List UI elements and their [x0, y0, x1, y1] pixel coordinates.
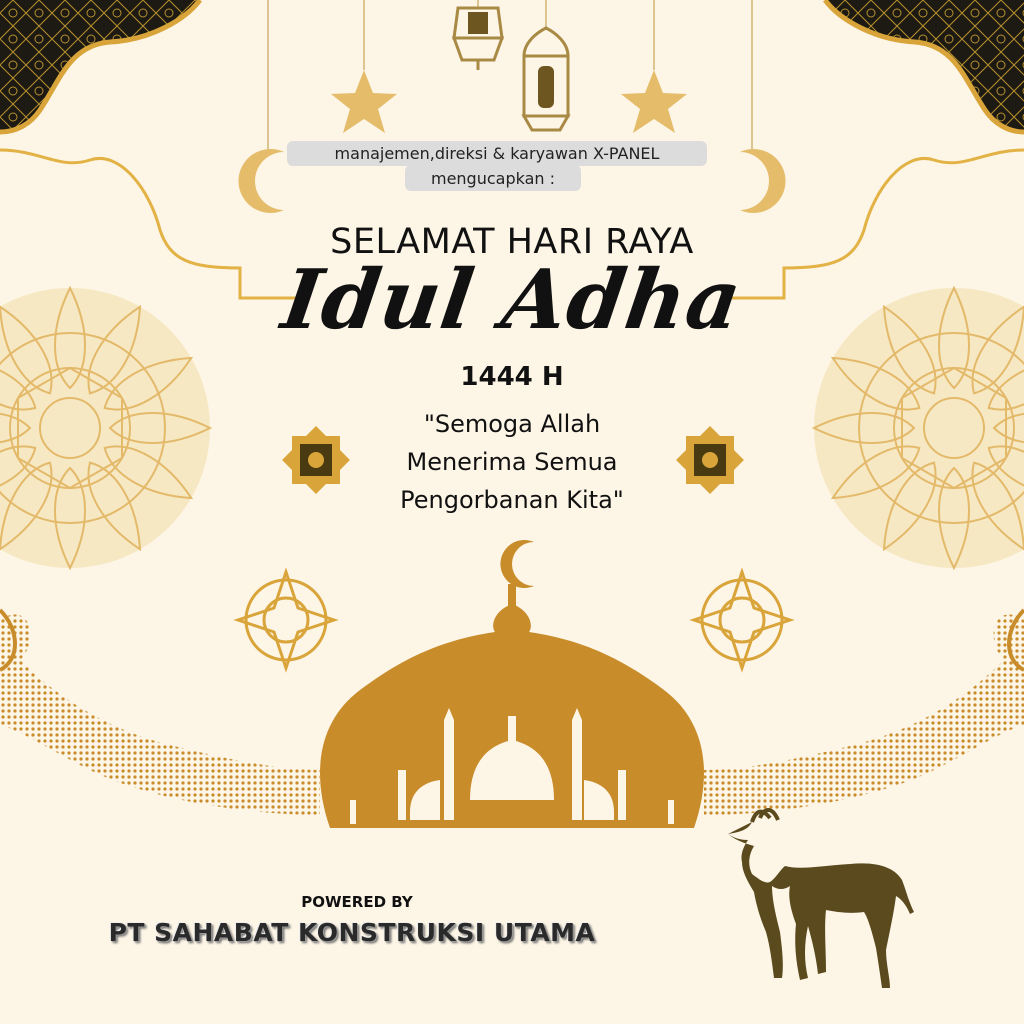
prayer-text: "Semoga Allah Menerima Semua Pengorbanan Kita": [400, 410, 624, 514]
greeting-line-1: manajemen,direksi & karyawan X-PANEL: [334, 144, 660, 163]
powered-by-label: POWERED BY: [301, 893, 413, 911]
headline-line-1: SELAMAT HARI RAYA: [330, 222, 694, 262]
greeting-box: [287, 141, 707, 188]
hijri-year: 1444 H: [460, 362, 564, 392]
company-name: PT SAHABAT KONSTRUKSI UTAMA: [108, 918, 596, 947]
greeting-line-2: mengucapkan :: [430, 169, 556, 188]
headline-script: Idul Adha: [276, 252, 748, 348]
